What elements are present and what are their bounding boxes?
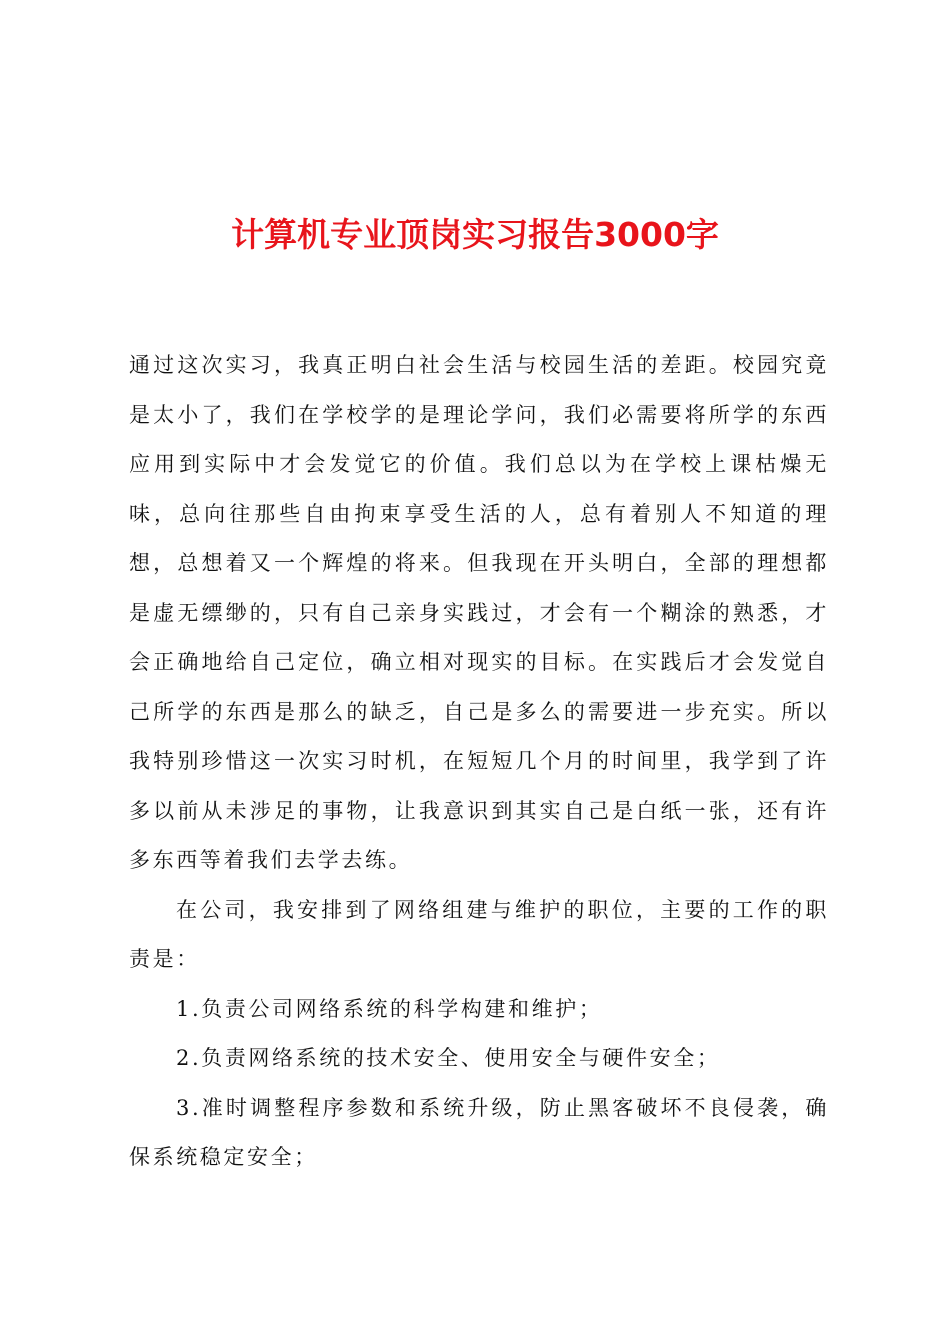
list-item-duty-2: 2.负责网络系统的技术安全、使用安全与硬件安全； bbox=[176, 1046, 721, 1070]
paragraph-duties-intro: 在公司，我安排到了网络组建与维护的职位，主要的工作的职责是： bbox=[129, 897, 829, 971]
document-body bbox=[129, 341, 829, 1183]
document-title: 计算机专业顶岗实习报告3000字 bbox=[231, 215, 719, 254]
list-item-duty-1: 1.负责公司网络系统的科学构建和维护； bbox=[176, 996, 603, 1021]
list-item-duty-3: 3.准时调整程序参数和系统升级，防止黑客破坏不良侵袭，确保系统稳定安全； bbox=[129, 1095, 829, 1169]
paragraph-intro: 通过这次实习，我真正明白社会生活与校园生活的差距。校园究竟是太小了，我们在学校学的是理论学问，我们必需要将所学的东西应用到实际中才会发觉它的价值。我们总以为在学校上课枯燥无味，总向往那些自由拘束享受生活的人，总有着别人不知道的理想，总想着又一个辉煌的将来。但我现在开头明白，全部的理想都是虚无缥缈的，只有自己亲身实践过，才会有一个糊涂的熟悉，才会正确地给自己定位，确立相对现实的目标。在实践后才会发觉自己所学的东西是那么的缺乏，自己是多么的需要进一步充实。所以我特别珍惜这一次实习时机，在短短几个月的时间里，我学到了许多以前从未涉足的事物，让我意识到其实自己是白纸一张，还有许多东西等着我们去学去练。 bbox=[129, 353, 829, 872]
